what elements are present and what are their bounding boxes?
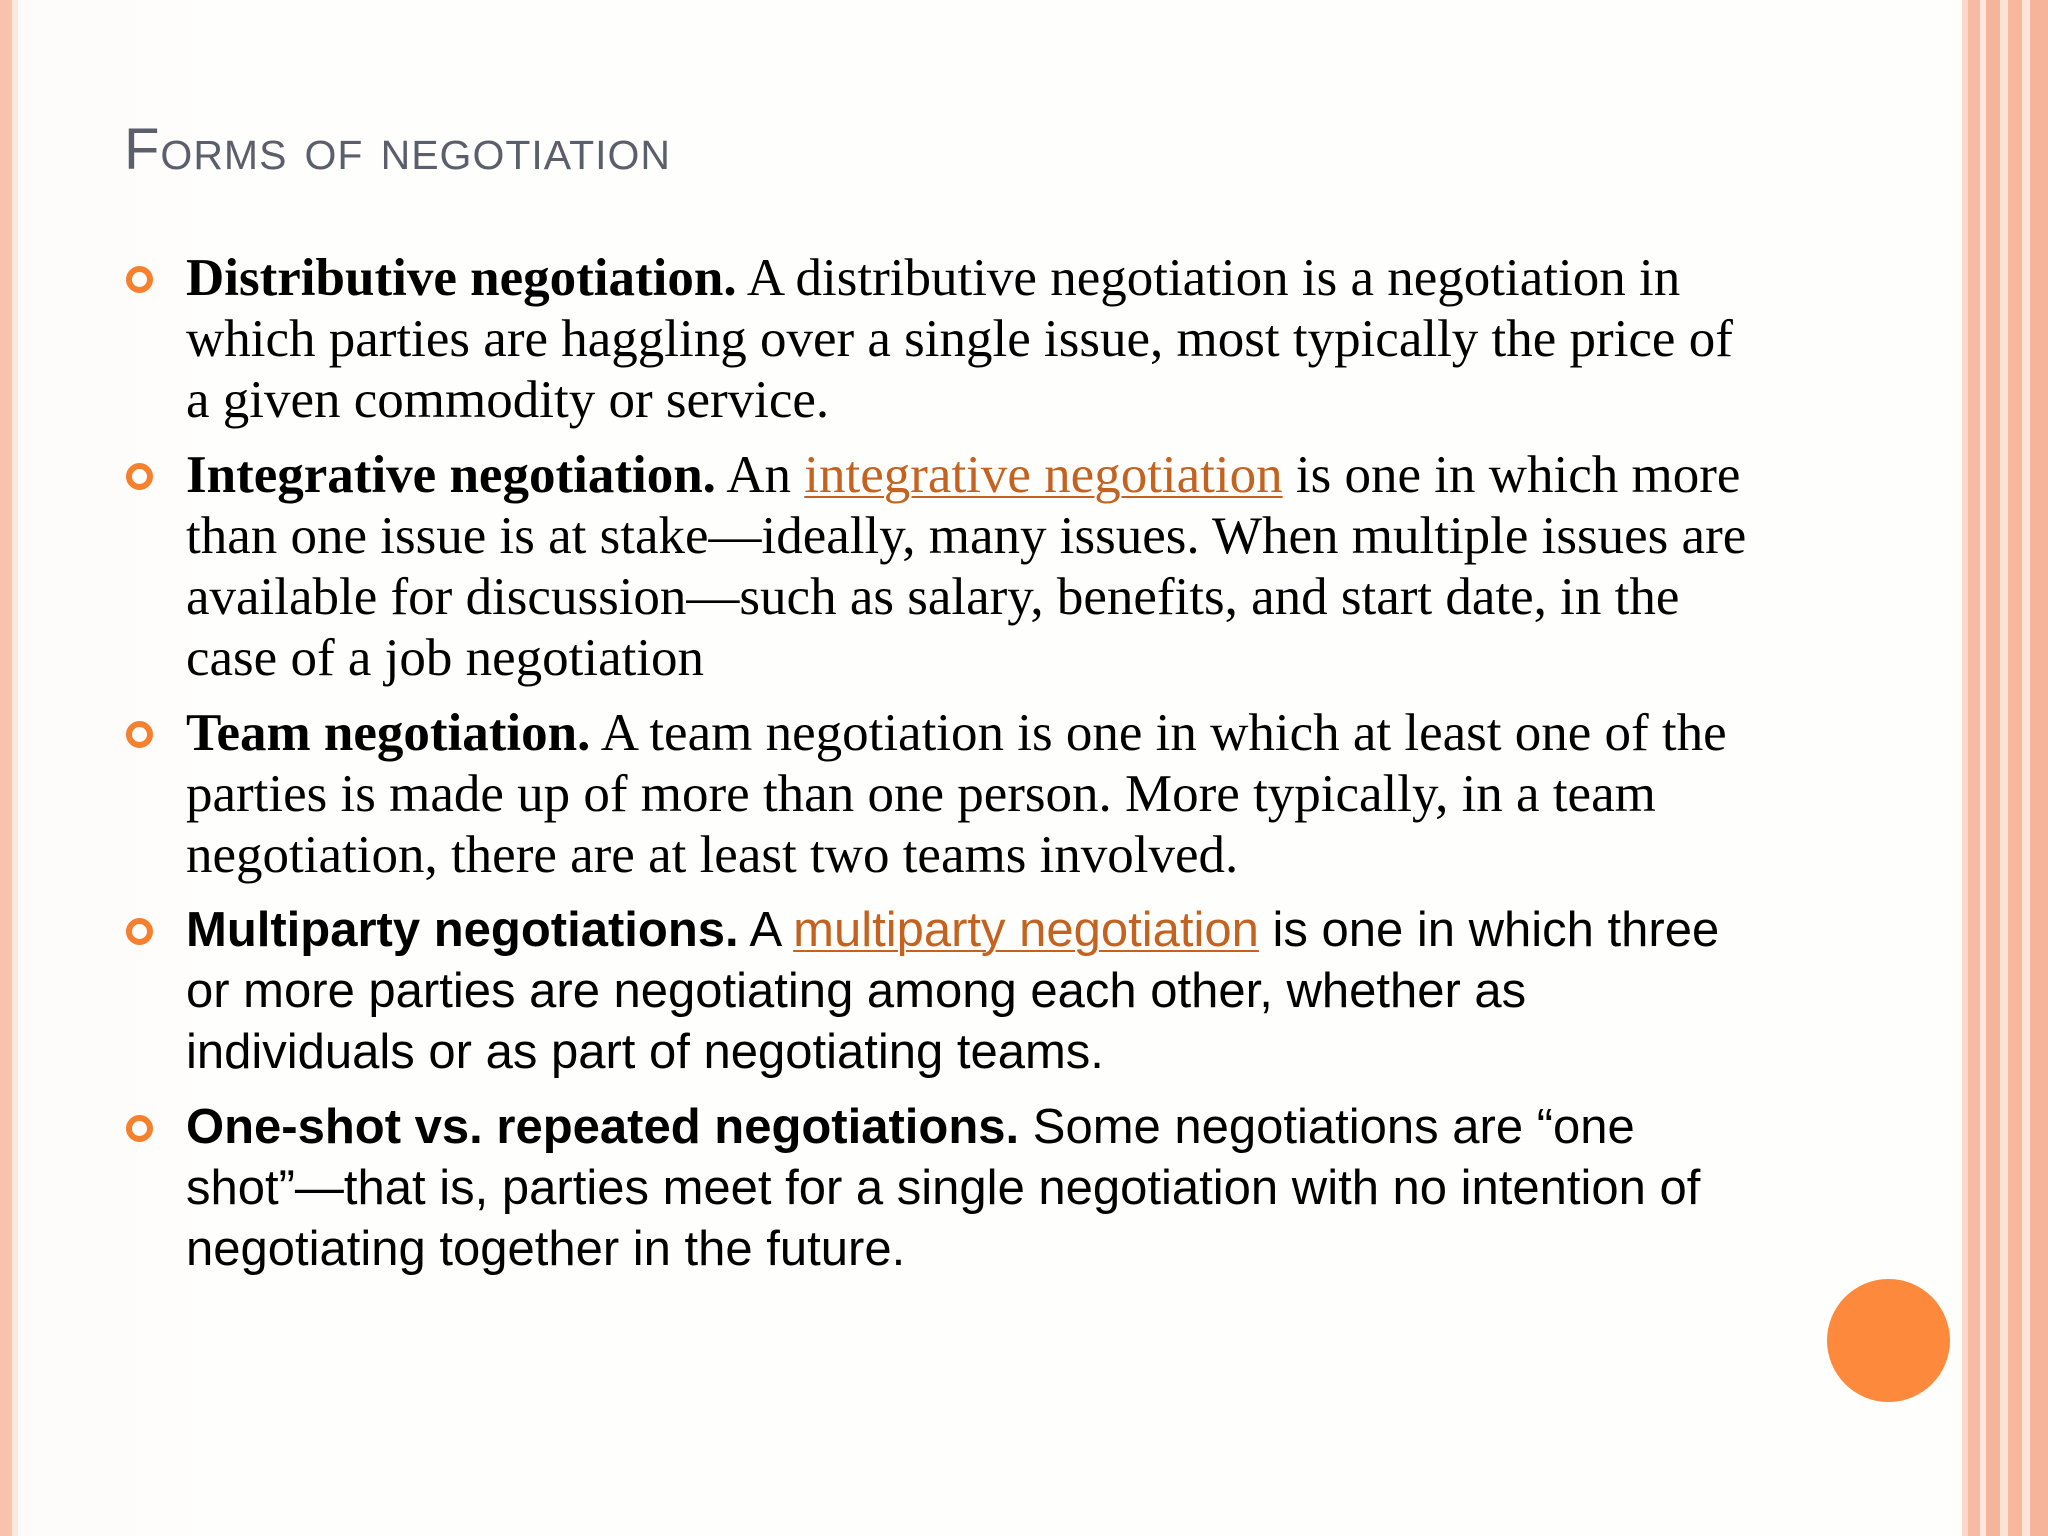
bullet-term: Multiparty negotiations. bbox=[186, 903, 739, 957]
bullet-term: Integrative negotiation. bbox=[186, 446, 716, 504]
right-border-stripe bbox=[2008, 0, 2022, 1536]
bullet-text-pre: An bbox=[715, 446, 805, 504]
left-border-strip bbox=[0, 0, 12, 1536]
bullet-text-post: is one in which more than one issue is at stake—ideally, many issues. When multiple issues are available for discussion—such as salary, benefits, and start date, in the case of a job negotiation bbox=[186, 446, 1747, 687]
right-border-stripe bbox=[2000, 0, 2008, 1536]
bullet-circle-icon bbox=[126, 266, 153, 293]
bullet-text: A team negotiation is one in which at least one of the parties is made up of more than one person. More typically, in a team negotiation, there are at least two teams involved. bbox=[186, 704, 1727, 884]
bullet-circle-icon bbox=[126, 721, 153, 748]
bullet-circle-icon bbox=[126, 1115, 153, 1142]
bullet-one-shot bbox=[120, 1097, 1760, 1280]
bullet-distributive bbox=[120, 248, 1760, 431]
left-border-strip-inner bbox=[12, 0, 18, 1536]
bullet-text-pre: A bbox=[738, 903, 794, 957]
bullet-list bbox=[120, 248, 1760, 1294]
bullet-team bbox=[120, 703, 1760, 886]
bullet-term: Distributive negotiation. bbox=[186, 249, 737, 307]
multiparty-negotiation-link[interactable]: multiparty negotiation bbox=[793, 903, 1259, 957]
bullet-text: A distributive negotiation is a negotiation in which parties are haggling over a single issue, most typically the price of a given commodity or service. bbox=[186, 249, 1733, 429]
bullet-text-post: is one in which three or more parties are negotiating among each other, whether as individuals or as part of negotiating teams. bbox=[186, 903, 1720, 1079]
bullet-circle-icon bbox=[126, 463, 153, 490]
bullet-multiparty bbox=[120, 900, 1760, 1083]
bullet-integrative bbox=[120, 445, 1760, 689]
bullet-term: One-shot vs. repeated negotiations. bbox=[186, 1100, 1020, 1154]
right-border-stripe bbox=[2022, 0, 2030, 1536]
bullet-text: Some negotiations are “one shot”—that is, parties meet for a single negotiation with no intention of negotiating together in the future. bbox=[186, 1100, 1701, 1276]
right-border-stripe bbox=[1986, 0, 2000, 1536]
slide-title: Forms of negotiation bbox=[124, 117, 672, 182]
bullet-term: Team negotiation. bbox=[186, 704, 591, 762]
integrative-negotiation-link[interactable]: integrative negotiation bbox=[804, 446, 1283, 504]
right-border-stripe bbox=[2030, 0, 2048, 1536]
right-border-stripe bbox=[1968, 0, 1980, 1536]
orange-circle-decoration bbox=[1827, 1279, 1950, 1402]
bullet-circle-icon bbox=[126, 918, 153, 945]
